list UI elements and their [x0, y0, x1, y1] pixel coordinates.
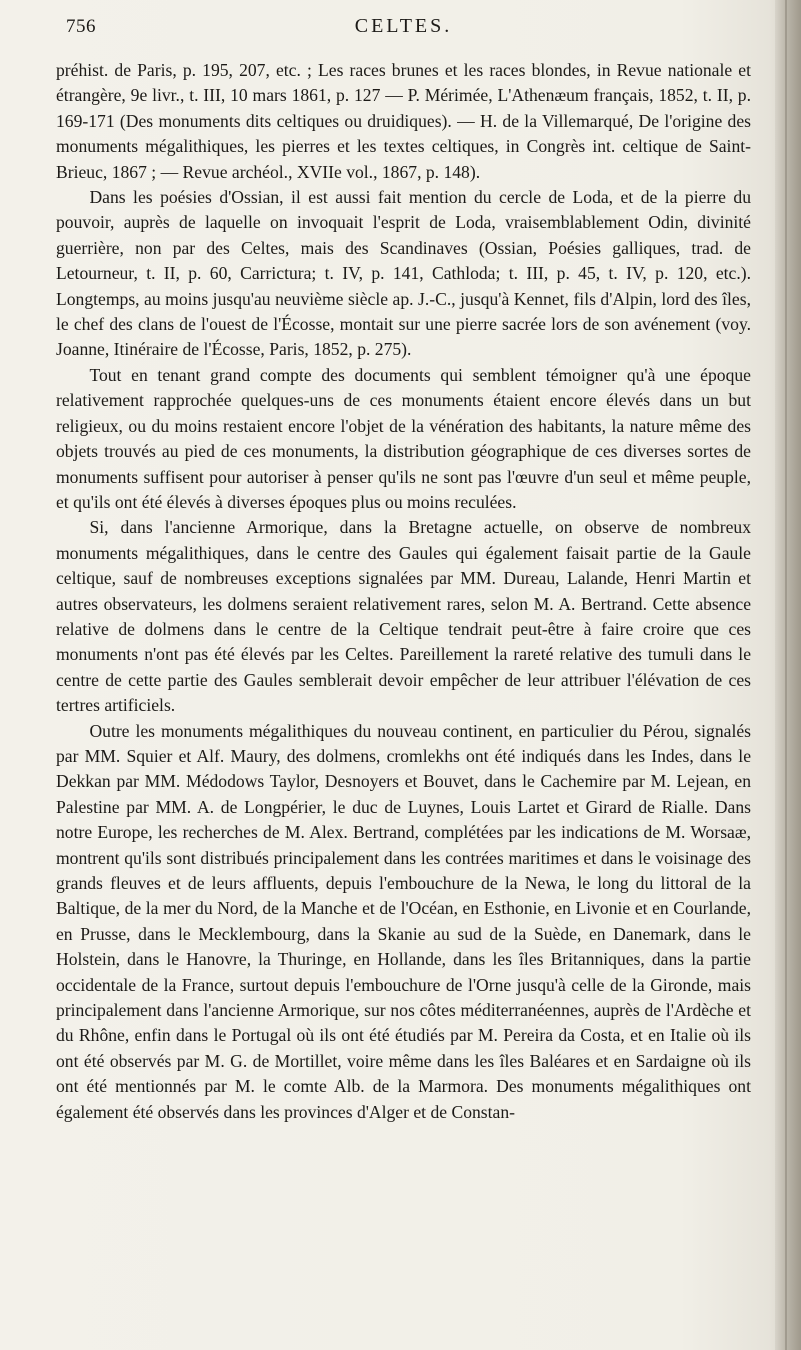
paragraph-references: préhist. de Paris, p. 195, 207, etc. ; Les races brunes et les races blondes, in Revue nationale et étrangère, 9e livr., t. III, 10 mars 1861, p. 127 — P. Mérimée, L'Athenæum français, 1852, t. II, p. 169-171 (Des monuments dits celtiques ou druidiques). — H. de la Villemarqué, De l'origine des monuments mégalithiques, les pierres et les textes celtiques, in Congrès int. celtique de Saint-Brieuc, 1867 ; — Revue archéol., XVIIe vol., 1867, p. 148). — [56, 60, 751, 182]
page-body — [56, 58, 751, 1125]
page-edge — [775, 0, 801, 1350]
running-head: CELTES. — [354, 15, 453, 37]
paragraph-distribution: Outre les monuments mégalithiques du nouveau continent, en particulier du Pérou, signalés par MM. Squier et Alf. Maury, des dolmens, cromlekhs ont été indiqués dans les Indes, dans le Dekkan par MM. Médodows Taylor, Desnoyers et Bouvet, dans le Cachemire par M. Lejean, en Palestine par MM. A. de Longpérier, le duc de Luynes, Louis Lartet et Girard de Rialle. Dans notre Europe, les recherches de M. Alex. Bertrand, complétées par les indications de M. Worsaæ, montrent qu'ils sont distribués principalement dans les contrées maritimes et dans le voisinage des grands fleuves et de leurs affluents, depuis l'embouchure de la Newa, le long du littoral de la Baltique, de la mer du Nord, de la Manche et de l'Océan, en Esthonie, en Livonie et en Courlande, en Prusse, dans le Mecklembourg, dans la Skanie au sud de la Suède, en Danemark, dans le Holstein, dans le Hanovre, la Thuringe, en Hollande, dans les îles Britanniques, dans la partie occidentale de la France, surtout depuis l'embouchure de l'Orne jusqu'à celle de la Gironde, mais principalement dans l'ancienne Armorique, sur nos côtes méditerranéennes, auprès de l'Ardèche et du Rhône, enfin dans le Portugal où ils ont été étudiés par M. Pereira da Costa, et en Italie où ils ont été observés par M. G. de Mortillet, voire même dans les îles Baléares et en Sardaigne où ils ont été mentionnés par M. le comte Alb. de la Marmora. Des monuments mégalithiques ont également été observés dans les provinces d'Alger et de Constan- — [56, 720, 751, 1122]
page-edge-shadow — [785, 0, 787, 1350]
paragraph-ossian: Dans les poésies d'Ossian, il est aussi fait mention du cercle de Loda, et de la pierre du pouvoir, auprès de laquelle on invoquait l'esprit de Loda, vraisemblablement Odin, divinité guerrière, non par des Celtes, mais des Scandinaves (Ossian, Poésies galliques, trad. de Letourneur, t. II, p. 60, Carrictura; t. IV, p. 141, Cathloda; t. III, p. 45, t. IV, p. 120, etc.). Longtemps, au moins jusqu'au neuvième siècle ap. J.-C., jusqu'à Kennet, fils d'Alpin, lord des îles, le chef des clans de l'ouest de l'Écosse, montait sur une pierre sacrée lors de son avénement (voy. Joanne, Itinéraire de l'Écosse, Paris, 1852, p. 275). — [56, 187, 751, 360]
page-number: 756 — [66, 16, 96, 37]
page-header — [56, 12, 751, 42]
paragraph-documents: Tout en tenant grand compte des documents qui semblent témoigner qu'à une époque relativement rapprochée quelques-uns de ces monuments étaient encore élevés dans un but religieux, ou du moins restaient encore l'objet de la vénération des habitants, la nature même des objets trouvés au pied de ces monuments, la distribution géographique de ces diverses sortes de monuments suffisent pour autoriser à penser qu'ils ne sont pas l'œuvre d'un seul et même peuple, et qu'ils ont été élevés à diverses époques plus ou moins reculées. — [56, 364, 751, 512]
paragraph-armorique: Si, dans l'ancienne Armorique, dans la Bretagne actuelle, on observe de nombreux monuments mégalithiques, dans le centre des Gaules qui également faisait partie de la Gaule celtique, sauf de nombreuses exceptions signalées par MM. Dureau, Lalande, Henri Martin et autres observateurs, les dolmens seraient relativement rares, selon M. A. Bertrand. Cette absence relative de dolmens dans le centre de la Celtique tendrait peut-être à faire croire que ces monuments n'ont pas été élevés par les Celtes. Pareillement la rareté relative des tumuli dans le centre de cette partie des Gaules semblerait devoir empêcher de leur attribuer l'élévation de ces tertres artificiels. — [56, 517, 751, 716]
